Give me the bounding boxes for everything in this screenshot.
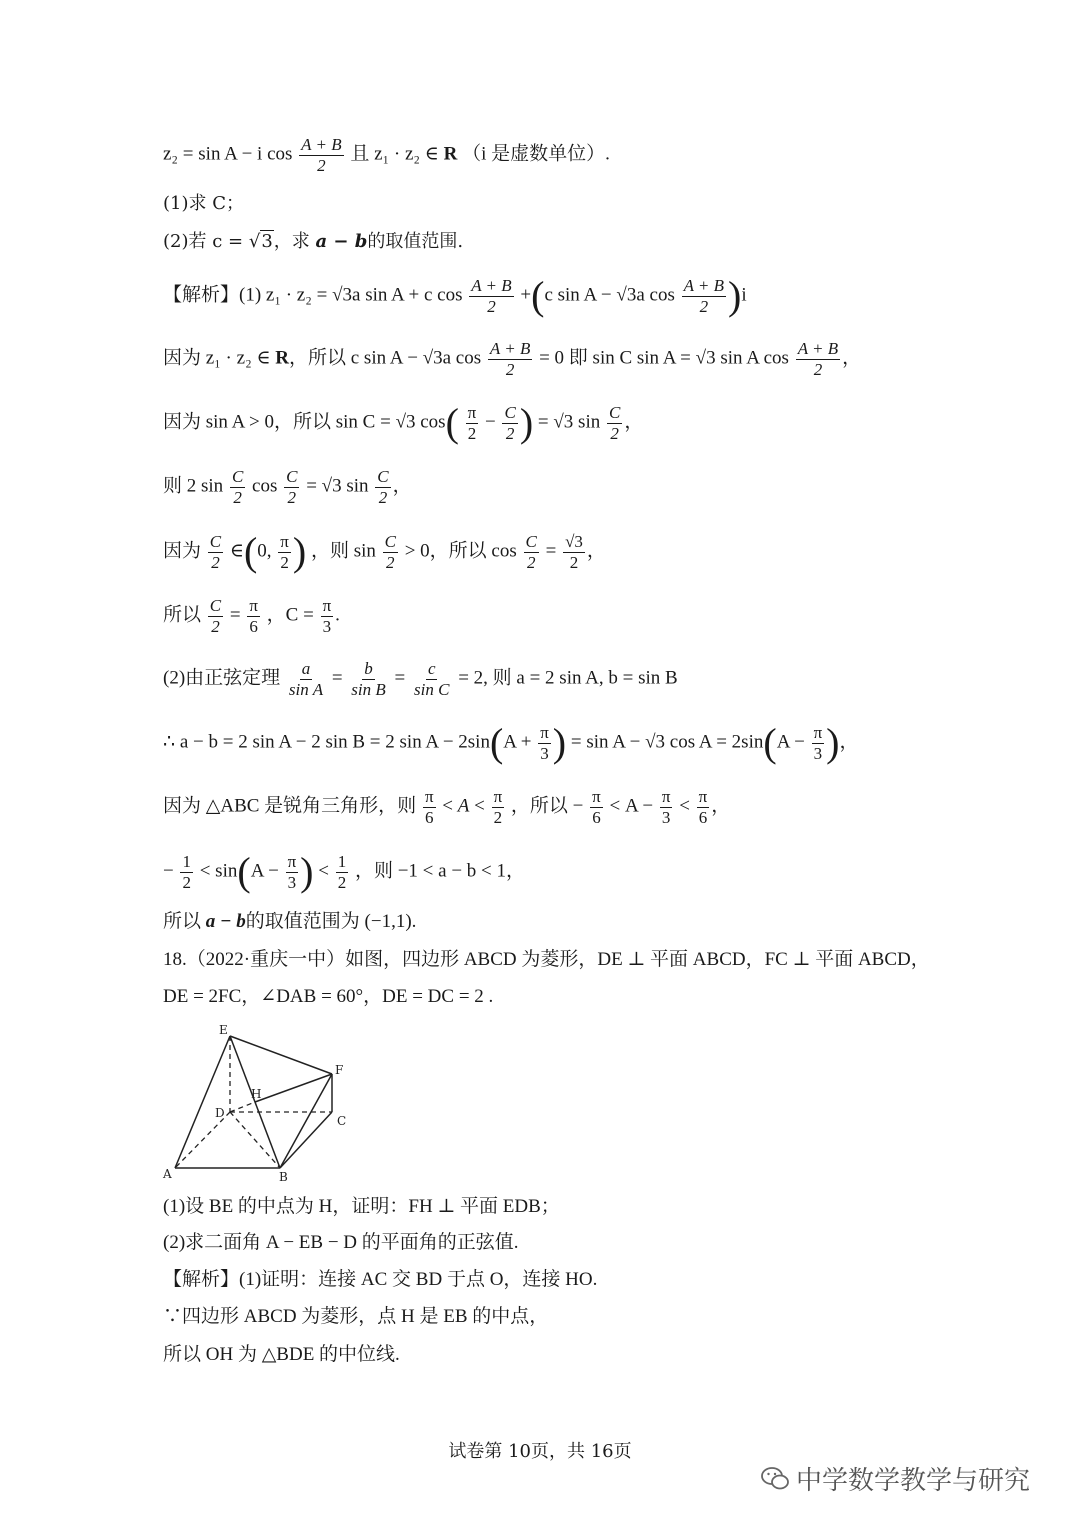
edge-EA <box>175 1036 230 1168</box>
label-B: B <box>279 1170 288 1184</box>
watermark <box>760 1460 1030 1497</box>
solution-17-line-10: − $\frac{1}{2}$ < sin(A − $\frac{\pi}{3}$ ) < $\frac{1}{2}$ ，则 −1 < a − b < 1， <box>163 849 526 894</box>
problem-18-question-1: (1)设 BE 的中点为 H，证明：FH ⊥ 平面 EDB； <box>163 1196 560 1217</box>
z2-definition: z₂ = sin A − i cos $\frac{A + B}{2}$ 且 z₁ · z₂ ∈ R （i 是虚数单位）. <box>163 135 610 175</box>
geometry-figure <box>155 1018 365 1192</box>
edge-DA <box>175 1112 230 1168</box>
solution-17-line-3: 因为 sin A > 0，所以 sin C = √3 cos( $\frac{\pi}{2}$ − $\frac{C}{2}$ ) = √3 sin $\frac{C}{2}$ ， <box>163 400 644 445</box>
problem-18-line-2: DE = 2FC，∠DAB = 60°，DE = DC = 2 . <box>163 986 494 1007</box>
solution-17-line-5: 因为 $\frac{C}{2}$ ∈(0, $\frac{\pi}{2}$ ) ，则 sin $\frac{C}{2}$ > 0，所以 cos $\frac{C}{2}$ = $\frac{√3}{2}$ ， <box>163 529 606 574</box>
label-D: D <box>215 1106 225 1120</box>
solution-17-line-8: ∴ a − b = 2 sin A − 2 sin B = 2 sin A − 2sin(A + $\frac{\pi}{3}$ ) = sin A − √3 cos A = 2sin(A − $\frac{\pi}{3}$ )， <box>163 720 859 765</box>
pyramid-diagram <box>155 1018 365 1188</box>
page-footer: 试卷第 10页，共 16页 <box>448 1441 632 1462</box>
edge-EF <box>230 1036 332 1074</box>
solution-17-line-6: 所以 $\frac{C}{2}$ = $\frac{\pi}{6}$ ，C = $\frac{\pi}{3}$ . <box>163 596 340 636</box>
problem-18-solution-3: 所以 OH 为 △BDE 的中位线. <box>163 1344 400 1365</box>
solution-17-line-7: (2)由正弦定理 $\frac{a}{\text{sin A}}$ = $\frac{b}{\text{sin B}}$ = $\frac{c}{\text{sin C}}$ = 2, 则 a = 2 sin A, b = sin B <box>163 659 678 699</box>
label-F: F <box>335 1063 344 1077</box>
watermark-text: 中学数学教学与研究 <box>796 1466 1031 1496</box>
problem-18-line-1: 18.（2022·重庆一中）如图，四边形 ABCD 为菱形，DE ⊥ 平面 ABCD，FC ⊥ 平面 ABCD， <box>163 949 930 970</box>
problem-18-solution-2: ∵四边形 ABCD 为菱形，点 H 是 EB 的中点， <box>163 1306 549 1327</box>
solution-17-line-9: 因为 △ABC 是锐角三角形，则 $\frac{\pi}{6}$ < A < $\frac{\pi}{2}$ ，所以 − $\frac{\pi}{6}$ < A − $\frac{\pi}{3}$ < $\frac{\pi}{6}$ ， <box>163 787 731 827</box>
label-A: A <box>163 1167 172 1181</box>
solution-17-line-2: 因为 z₁ · z₂ ∈ R，所以 c sin A − √3a cos $\frac{A + B}{2}$ = 0 即 sin C sin A = √3 sin A cos $\frac{A + B}{2}$ ， <box>163 339 862 379</box>
solution-17-line-1: 【解析】(1) z₁ · z₂ = √3a sin A + c cos $\frac{A + B}{2}$ +(c sin A − √3a cos $\frac{A + B}{2}$ )i <box>163 273 747 318</box>
edge-DB <box>230 1112 280 1168</box>
edge-DH <box>230 1102 255 1112</box>
question-17-2: (2)若 c = √3，求 a − b的取值范围. <box>163 231 464 252</box>
question-17-1: (1)求 C； <box>163 193 244 214</box>
label-H: H <box>251 1087 262 1101</box>
solution-17-line-4: 则 2 sin $\frac{C}{2}$ cos $\frac{C}{2}$ = √3 sin $\frac{C}{2}$ ， <box>163 467 412 507</box>
label-C: C <box>337 1114 347 1128</box>
problem-18-question-2: (2)求二面角 A − EB − D 的平面角的正弦值. <box>163 1232 519 1253</box>
label-E: E <box>219 1023 228 1037</box>
problem-18-solution-1: 【解析】(1)证明：连接 AC 交 BD 于点 O，连接 HO. <box>163 1269 598 1290</box>
edge-HF <box>255 1074 332 1102</box>
wechat-icon <box>760 1465 790 1493</box>
solution-17-line-11: 所以 a − b的取值范围为 (−1,1). <box>163 911 417 932</box>
